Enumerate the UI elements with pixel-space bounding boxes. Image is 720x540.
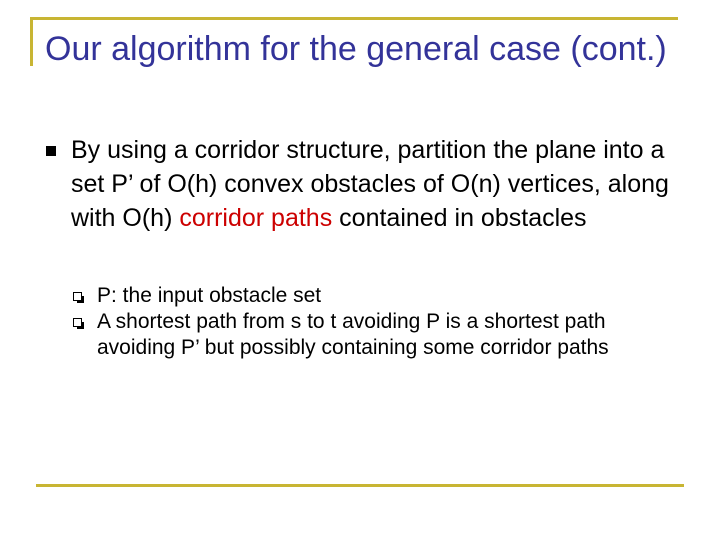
main-bullet-text (71, 133, 671, 235)
sub-bullet-text: A shortest path from s to t avoiding P is a shortest path avoiding P’ but possibly containing some corridor paths (97, 310, 609, 359)
highlighted-term: corridor paths (179, 204, 333, 232)
sub-bullet-text: P: the input obstacle set (97, 284, 322, 307)
slide-title: Our algorithm for the general case (cont.) (45, 30, 667, 68)
top-decoration-line (30, 17, 678, 20)
sub-bullet-item (70, 309, 680, 361)
main-bullet-text-end: contained in obstacles (332, 204, 587, 232)
sub-bullet-list (70, 283, 680, 361)
square-bullet-icon (46, 146, 56, 156)
left-decoration-line (30, 17, 33, 66)
bottom-decoration-line (36, 484, 684, 487)
hollow-square-bullet-icon (73, 292, 82, 301)
hollow-square-bullet-icon (73, 318, 82, 327)
sub-bullet-item (70, 283, 680, 309)
main-bullet-text-start: By using a corridor structure, partition the plane into a set P’ of O(h) convex obstacles of O(n) vertices, along with O(h) (71, 136, 669, 232)
